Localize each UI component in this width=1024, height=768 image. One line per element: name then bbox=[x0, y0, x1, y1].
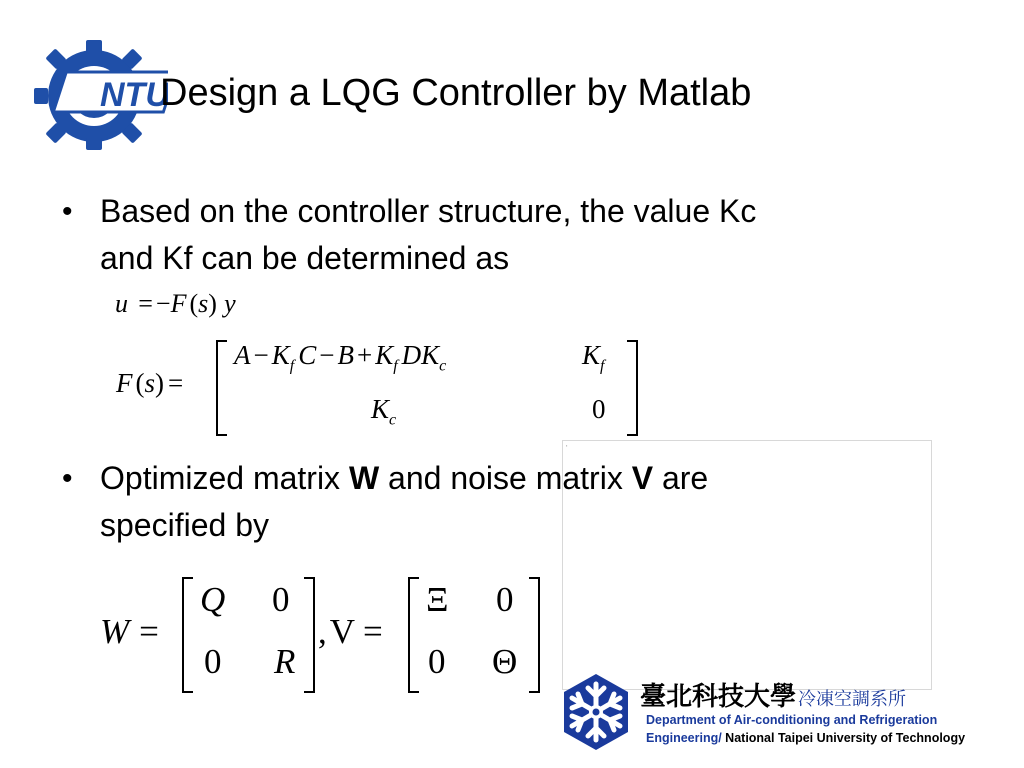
W-bracket-right bbox=[304, 577, 315, 693]
equation-W-V: W = Q 0 0 R ,V = Ξ 0 0 Θ bbox=[0, 572, 560, 696]
matrix-bracket-right bbox=[627, 340, 638, 436]
bullet-1 bbox=[0, 188, 1024, 284]
bullet-2-line-2: specified by bbox=[100, 507, 269, 543]
department-line-2: Engineering/ National Taipei University of Technology bbox=[646, 731, 966, 745]
bullet-1-line-1: Based on the controller structure, the value Kc bbox=[100, 193, 757, 229]
bullet-dot: • bbox=[62, 462, 73, 495]
svg-text:NTUT: NTU bbox=[100, 76, 168, 114]
department-logo bbox=[556, 672, 636, 752]
gear-icon bbox=[28, 30, 168, 150]
slide-title: Design a LQG Controller by Matlab bbox=[160, 72, 752, 114]
bullet-2 bbox=[0, 455, 1024, 551]
snowflake-icon bbox=[556, 672, 636, 752]
equation-u: u = −F (s) y bbox=[115, 289, 236, 318]
matrix-r1c1: $A - K_f$ $C - B + K_f$ $DK_c$ bbox=[234, 340, 447, 375]
W-bracket-left bbox=[182, 577, 193, 693]
placeholder-icon: ▪ bbox=[566, 443, 568, 448]
V-bracket-right bbox=[529, 577, 540, 693]
department-line-1: Department of Air-conditioning and Refrigeration bbox=[646, 713, 938, 727]
equation-F: F (s) = $A - K_f$ $C - B + K_f$ $DK_c$ $K_f$ $K_c$ 0 bbox=[0, 338, 700, 438]
matrix-r2c2: 0 bbox=[592, 394, 606, 424]
matrix-r1c2: $K_f$ bbox=[582, 340, 605, 375]
ntut-logo bbox=[28, 30, 168, 150]
university-name-chinese: 臺北科技大學 冷凍空調系所 bbox=[640, 682, 907, 712]
bullet-1-line-2: and Kf can be determined as bbox=[100, 240, 510, 276]
matrix-r2c1: $K_c$ bbox=[371, 394, 397, 429]
V-bracket-left bbox=[408, 577, 419, 693]
bullet-2-line-1: Optimized matrix W and noise matrix V are bbox=[100, 460, 709, 496]
matrix-bracket-left bbox=[216, 340, 227, 436]
bullet-dot: • bbox=[62, 195, 73, 228]
